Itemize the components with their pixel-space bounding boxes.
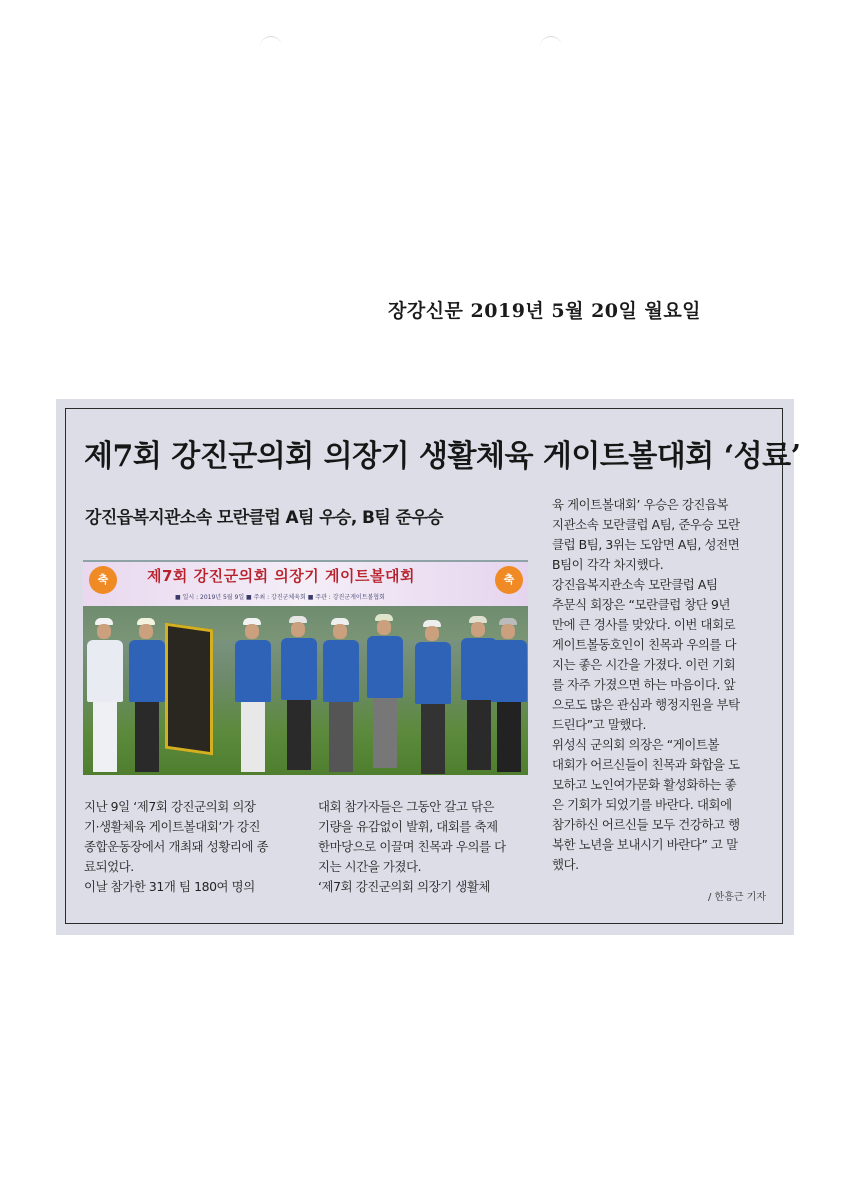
article-clipping xyxy=(56,399,801,935)
text-line: 했다. xyxy=(552,857,579,872)
text-line: 게이트볼동호인이 친목과 우의를 다 xyxy=(552,637,737,652)
text-line: 참가하신 어르신들 모두 건강하고 행 xyxy=(552,817,740,832)
banner-badge-right: 축 xyxy=(495,566,523,594)
player-figure xyxy=(279,616,317,775)
text-line: 종합운동장에서 개최돼 성황리에 종 xyxy=(84,839,269,854)
player-jacket xyxy=(491,640,527,702)
player-pants xyxy=(497,702,521,772)
player-pants xyxy=(287,700,311,770)
text-line: 이날 참가한 31개 팀 180여 명의 xyxy=(84,879,255,894)
player-face xyxy=(291,622,305,637)
player-pants xyxy=(135,702,159,772)
player-face xyxy=(471,622,485,637)
player-face xyxy=(333,624,347,639)
player-face xyxy=(501,624,515,639)
punch-hole-left xyxy=(260,36,282,49)
newspaper-masthead: 장강신문 2019년 5월 20일 월요일 xyxy=(388,300,702,322)
player-figure xyxy=(85,618,123,775)
text-line: 드린다”고 말했다. xyxy=(552,717,647,732)
text-line: 강진읍복지관소속 모란클럽 A팀 xyxy=(552,577,718,592)
reporter-byline: / 한흥근 기자 xyxy=(708,892,767,903)
text-line: 한마당으로 이끌며 친목과 우의를 다 xyxy=(318,839,506,854)
banner-badge-left: 축 xyxy=(89,566,117,594)
text-line: 대회가 어르신들이 친목과 화합을 도 xyxy=(552,757,740,772)
text-line: ‘제7회 강진군의회 의장기 생활체 xyxy=(318,879,491,894)
column-left xyxy=(84,797,294,897)
text-line: 지는 좋은 시간을 가졌다. 이런 기회 xyxy=(552,657,736,672)
player-figure xyxy=(365,614,403,774)
column-right xyxy=(552,495,778,875)
text-line: 위성식 군의회 의장은 “게이트볼 xyxy=(552,737,720,752)
banner-title: 제7회 강진군의회 의장기 게이트볼대회 xyxy=(147,567,415,585)
event-banner xyxy=(83,562,528,606)
player-figure xyxy=(489,618,527,775)
text-line: 복한 노년을 보내시기 바란다” 고 말 xyxy=(552,837,738,852)
text-line: 추문식 회장은 “모란클럽 창단 9년 xyxy=(552,597,731,612)
player-face xyxy=(245,624,259,639)
player-pants xyxy=(329,702,353,772)
text-line: 지는 시간을 가졌다. xyxy=(318,859,422,874)
text-line: 모하고 노인여가문화 활성화하는 좋 xyxy=(552,777,737,792)
text-line: 기량을 유감없이 발휘, 대회를 축제 xyxy=(318,819,498,834)
text-line: 만에 큰 경사를 맞았다. 이번 대회로 xyxy=(552,617,736,632)
banner-info: ■ 일시 : 2019년 5월 9일 ■ 주최 : 강진군체육회 ■ 주관 : 강진군게이트볼협회 xyxy=(175,594,385,601)
player-figure xyxy=(321,618,359,775)
text-line: 료되었다. xyxy=(84,859,134,874)
player-jacket xyxy=(323,640,359,702)
punch-hole-right xyxy=(540,36,562,49)
team-flag xyxy=(165,623,213,756)
player-face xyxy=(139,624,153,639)
player-jacket xyxy=(281,638,317,700)
text-line: 으로도 많은 관심과 행정지원을 부탁 xyxy=(552,697,740,712)
article-subheadline: 강진읍복지관소속 모란클럽 A팀 우승, B팀 준우승 xyxy=(85,508,443,528)
player-figure xyxy=(233,618,271,775)
player-pants xyxy=(467,700,491,770)
player-jacket xyxy=(87,640,123,702)
player-pants xyxy=(373,698,397,768)
event-photo xyxy=(83,560,528,775)
text-line: 은 기회가 되었기를 바란다. 대회에 xyxy=(552,797,732,812)
player-jacket xyxy=(415,642,451,704)
text-line: 대회 참가자들은 그동안 갈고 닦은 xyxy=(318,799,495,814)
player-jacket xyxy=(235,640,271,702)
column-middle xyxy=(318,797,530,897)
text-line: 지관소속 모란클럽 A팀, 준우승 모란 xyxy=(552,517,740,532)
text-line: B팀이 각각 차지했다. xyxy=(552,557,664,572)
player-pants xyxy=(421,704,445,774)
player-pants xyxy=(93,702,117,772)
player-jacket xyxy=(129,640,165,702)
text-line: 지난 9일 ‘제7회 강진군의회 의장 xyxy=(84,799,256,814)
text-line: 육 게이트볼대회’ 우승은 강진읍복 xyxy=(552,497,729,512)
text-line: 기·생활체육 게이트볼대회’가 강진 xyxy=(84,819,261,834)
player-jacket xyxy=(367,636,403,698)
player-face xyxy=(97,624,111,639)
player-face xyxy=(377,620,391,635)
player-pants xyxy=(241,702,265,772)
article-headline: 제7회 강진군의회 의장기 생활체육 게이트볼대회 ‘성료’ xyxy=(84,439,801,474)
text-line: 를 자주 가졌으면 하는 마음이다. 앞 xyxy=(552,677,736,692)
text-line: 클럽 B팀, 3위는 도암면 A팀, 성전면 xyxy=(552,537,740,552)
player-face xyxy=(425,626,439,641)
player-figure xyxy=(127,618,165,775)
player-figure xyxy=(413,620,451,775)
